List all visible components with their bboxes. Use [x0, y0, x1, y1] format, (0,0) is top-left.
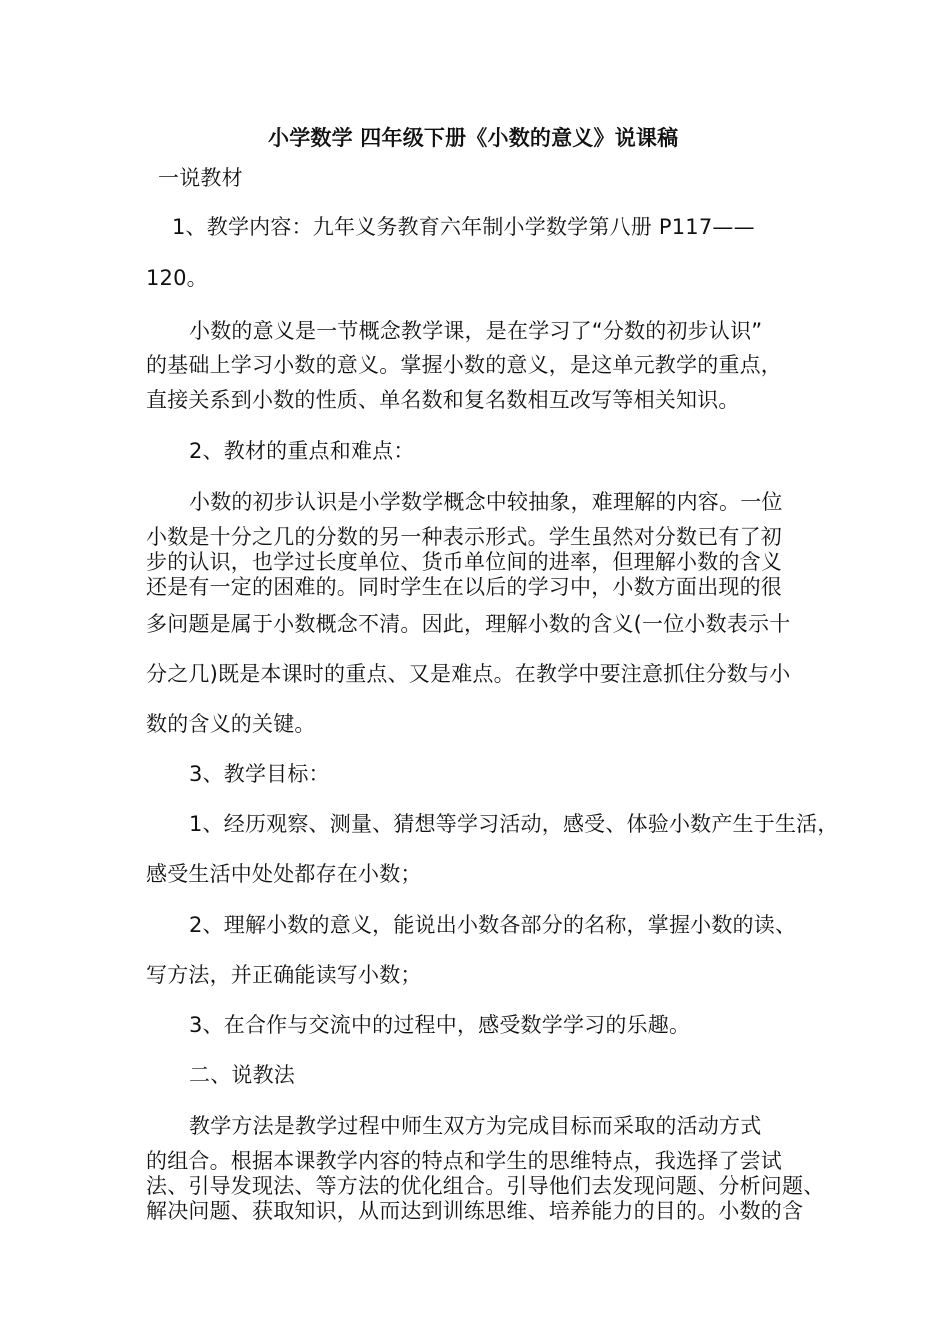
paragraph-line: 数的含义的关键。 [146, 712, 316, 736]
heading-key-points: 2、教材的重点和难点： [189, 439, 415, 463]
paragraph-line: 2、理解小数的意义，能说出小数各部分的名称，掌握小数的读、 [189, 913, 797, 937]
paragraph-line: 分之几)既是本课时的重点、又是难点。在教学中要注意抓住分数与小 [146, 662, 791, 686]
paragraph-line: 120。 [146, 266, 208, 290]
paragraph-line: 感受生活中处处都存在小数； [146, 862, 422, 886]
paragraph-line: 1、经历观察、测量、猜想等学习活动，感受、体验小数产生于生活， [189, 812, 839, 836]
paragraph-line: 法、引导发现法、等方法的优化组合。引导他们去发现问题、分析问题、 [146, 1174, 825, 1198]
paragraph-line: 多问题是属于小数概念不清。因此，理解小数的含义(一位小数表示十 [146, 612, 791, 636]
heading-teaching-goals: 3、教学目标： [189, 762, 330, 786]
paragraph-line: 直接关系到小数的性质、单名数和复名数相互改写等相关知识。 [146, 388, 740, 412]
paragraph-line: 教学方法是教学过程中师生双方为完成目标而采取的活动方式 [189, 1114, 762, 1138]
heading-teaching-method: 二、说教法 [189, 1063, 295, 1087]
paragraph-line: 写方法，并正确能读写小数； [146, 963, 422, 987]
paragraph-line: 小数的初步认识是小学数学概念中较抽象，难理解的内容。一位 [189, 490, 783, 514]
paragraph-line: 3、在合作与交流中的过程中，感受数学学习的乐趣。 [189, 1013, 691, 1037]
paragraph-line: 小数是十分之几的分数的另一种表示形式。学生虽然对分数已有了初 [146, 525, 782, 549]
paragraph-line: 的基础上学习小数的意义。掌握小数的意义，是这单元教学的重点， [146, 353, 782, 377]
paragraph-line: 的组合。根据本课教学内容的特点和学生的思维特点，我选择了尝试 [146, 1149, 782, 1173]
paragraph-line: 解决问题、获取知识，从而达到训练思维、培养能力的目的。小数的含 [146, 1199, 804, 1223]
paragraph-line: 还是有一定的困难的。同时学生在以后的学习中，小数方面出现的很 [146, 575, 782, 599]
heading-teaching-material: 一说教材 [158, 166, 243, 190]
document-title: 小学数学 四年级下册《小数的意义》说课稿 [268, 126, 679, 150]
paragraph-line: 小数的意义是一节概念教学课，是在学习了“分数的初步认识” [189, 319, 763, 343]
paragraph-line: 1、教学内容：九年义务教育六年制小学数学第八册 P117—— [172, 215, 755, 239]
paragraph-line: 步的认识，也学过长度单位、货币单位间的进率，但理解小数的含义 [146, 550, 782, 574]
